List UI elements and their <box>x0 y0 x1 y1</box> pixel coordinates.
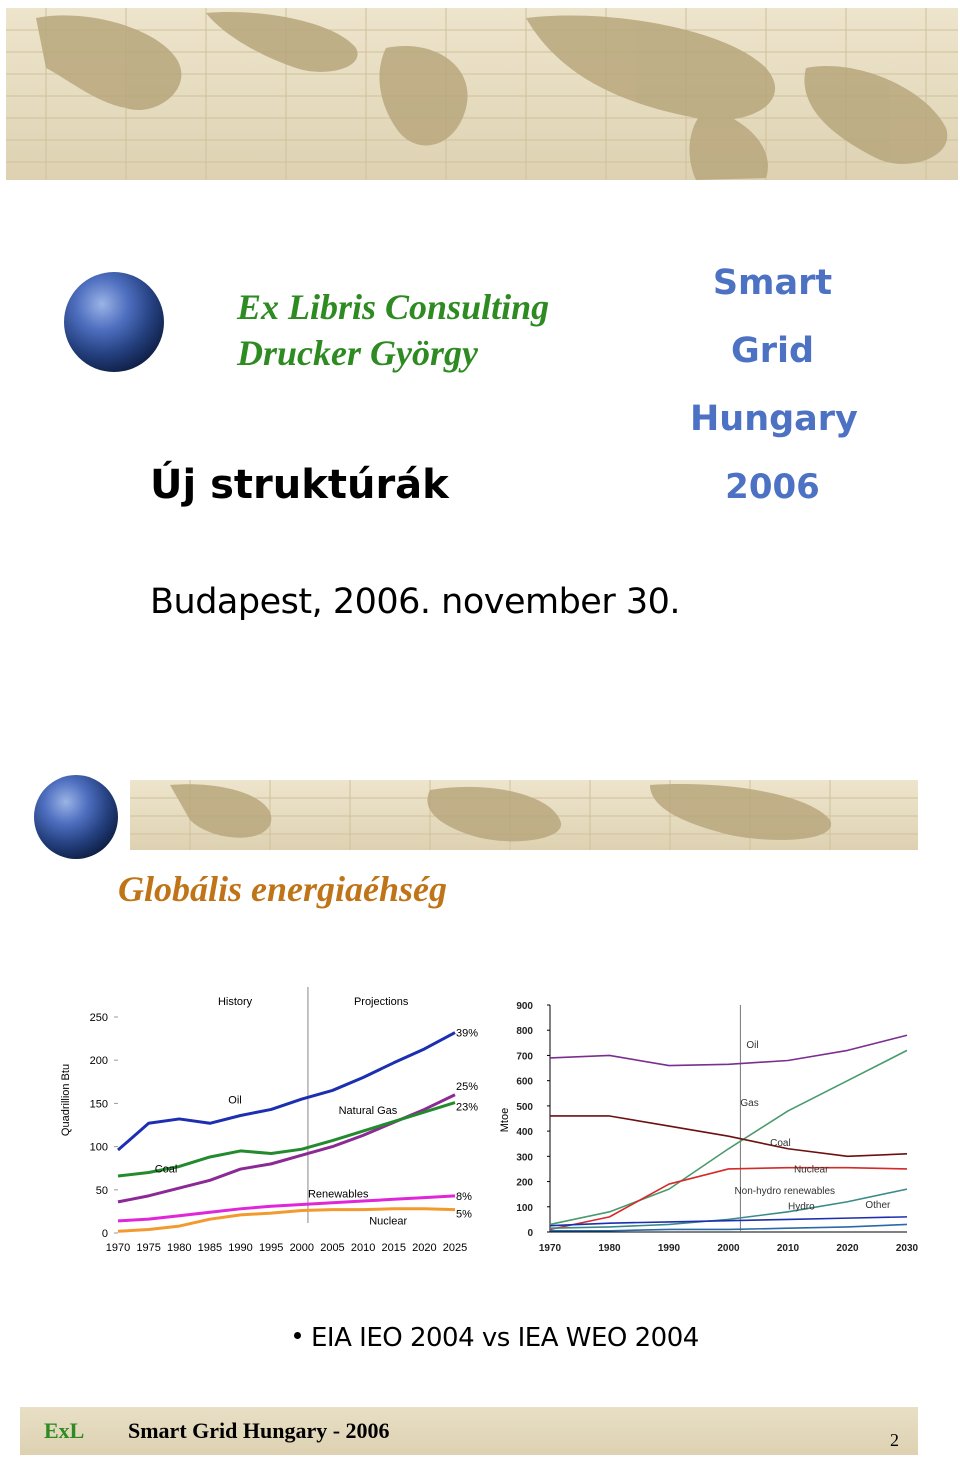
chart2-series-label: Hydro <box>788 1201 815 1213</box>
chart1-xtick-label: 2020 <box>412 1242 437 1254</box>
chart1-ytick-label: 100 <box>89 1141 108 1154</box>
chart2-ylabel: Mtoe <box>499 1107 511 1133</box>
chart2-ytick-label: 600 <box>516 1076 533 1088</box>
chart2-xtick-label: 2030 <box>895 1243 919 1254</box>
chart1-series-label: Nuclear <box>369 1215 408 1228</box>
chart2-ytick-label: 800 <box>516 1026 533 1038</box>
chart1-series-label: Oil <box>228 1094 242 1107</box>
chart1-xtick-label: 2010 <box>350 1242 376 1254</box>
chart1-xtick-label: 1980 <box>167 1242 192 1254</box>
chart2-series-line <box>550 1116 907 1156</box>
slide2-title: Globális energiaéhség <box>118 869 447 909</box>
chart2-xtick-label: 2020 <box>836 1243 859 1254</box>
world-map-banner <box>6 8 958 180</box>
chart1-series-label: Natural Gas <box>338 1104 398 1117</box>
chart2-ytick-label: 100 <box>516 1202 533 1214</box>
chart2-ytick-label: 0 <box>527 1228 533 1239</box>
event-line-grid: Grid <box>730 331 815 371</box>
chart2-series-label: Nuclear <box>793 1164 829 1176</box>
chart1-xtick-label: 2000 <box>289 1242 315 1254</box>
slide1-date: Budapest, 2006. november 30. <box>150 582 681 622</box>
chart2-series-label: Non-hydro renewables <box>734 1186 836 1198</box>
bullet-text: EIA IEO 2004 vs IEA WEO 2004 <box>311 1323 699 1353</box>
chart1-xtick-label: 2025 <box>442 1242 468 1254</box>
slide1-title: Új struktúrák <box>150 462 449 508</box>
footer-text: Smart Grid Hungary - 2006 <box>128 1418 390 1443</box>
globe-logo <box>64 272 164 372</box>
chart1-ytick-label: 50 <box>95 1184 108 1197</box>
chart2-ytick-label: 200 <box>516 1177 533 1189</box>
chart1-ytick-label: 200 <box>89 1055 108 1068</box>
event-line-hungary: Hungary <box>690 399 858 439</box>
chart1-xtick-label: 1995 <box>258 1242 284 1254</box>
event-line-smart: Smart <box>712 263 833 303</box>
chart1-series-line <box>118 1095 455 1202</box>
bullet-item <box>294 1323 699 1353</box>
chart2-xtick-label: 1980 <box>598 1243 621 1254</box>
chart1-xtick-label: 2015 <box>381 1242 406 1254</box>
chart1-series-label: Coal <box>154 1163 178 1176</box>
chart2-ytick-label: 700 <box>516 1051 533 1063</box>
company-name: Ex Libris Consulting <box>237 287 550 327</box>
page-number: 2 <box>890 1430 899 1450</box>
chart2-xtick-label: 2000 <box>717 1243 740 1254</box>
company-block <box>237 284 549 376</box>
chart1-share-label: 8% <box>456 1190 472 1203</box>
chart2-ytick-label: 400 <box>516 1127 533 1139</box>
world-map-art <box>6 8 958 180</box>
chart1-share-label: 25% <box>456 1080 479 1093</box>
chart1-share-label: 5% <box>456 1208 472 1221</box>
chart2-series-label: Oil <box>746 1039 759 1051</box>
chart1-share-label: 23% <box>456 1101 479 1114</box>
chart1-xtick-label: 1990 <box>228 1242 253 1254</box>
chart1-xtick-label: 2005 <box>320 1242 345 1254</box>
world-map-art-2 <box>130 780 918 850</box>
chart2-xtick-label: 1990 <box>657 1243 681 1254</box>
chart2-series-label: Coal <box>770 1138 791 1150</box>
chart1-projections-label: Projections <box>353 996 409 1008</box>
chart2-xtick-label: 2010 <box>776 1243 800 1254</box>
chart2-xtick-label: 1970 <box>538 1243 562 1254</box>
chart2-ytick-label: 500 <box>516 1101 533 1113</box>
iea-energy-chart <box>495 990 925 1265</box>
world-map-banner-2 <box>130 780 918 850</box>
event-line-year: 2006 <box>725 467 820 507</box>
chart1-share-label: 39% <box>456 1027 479 1040</box>
chart1-series-line <box>118 1033 455 1151</box>
chart1-xtick-label: 1985 <box>197 1242 223 1254</box>
globe-logo-2 <box>34 775 118 859</box>
chart2-series-line <box>550 1035 907 1065</box>
chart2-series-line <box>550 1189 907 1228</box>
chart2-ytick-label: 300 <box>516 1152 533 1164</box>
chart1-ylabel: Quadrillion Btu <box>60 1063 72 1137</box>
chart1-series-label: Renewables <box>307 1188 369 1201</box>
chart1-ytick-label: 0 <box>101 1228 108 1240</box>
chart2-series-line <box>550 1050 907 1224</box>
chart2-ytick-label: 900 <box>516 1001 533 1012</box>
chart1-ytick-label: 150 <box>89 1098 108 1111</box>
chart2-series-label: Gas <box>740 1097 759 1109</box>
bullet-dot <box>294 1332 301 1339</box>
chart1-xtick-label: 1975 <box>136 1242 161 1254</box>
eia-energy-chart <box>50 975 480 1265</box>
chart1-ytick-label: 250 <box>89 1012 108 1024</box>
author-name: Drucker György <box>237 333 478 373</box>
chart1-xtick-label: 1970 <box>105 1242 131 1254</box>
chart1-history-label: History <box>217 996 253 1008</box>
chart2-series-label: Other <box>865 1200 891 1212</box>
event-block <box>690 260 858 532</box>
footer-logo: ExL <box>44 1418 85 1443</box>
